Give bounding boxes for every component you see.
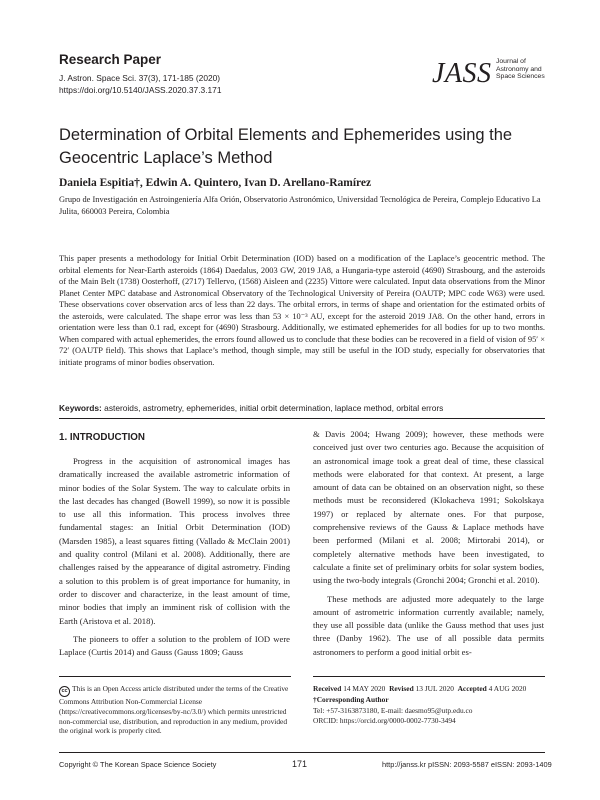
orcid-link[interactable]: ORCID: https://orcid.org/0000-0002-7730-3494 bbox=[313, 716, 456, 726]
journal-citation: J. Astron. Space Sci. 37(3), 171-185 (2020) bbox=[59, 73, 221, 83]
received-date: 14 MAY 2020 bbox=[343, 684, 386, 693]
open-access-notice bbox=[59, 684, 290, 736]
paragraph: These methods are adjusted more adequately to the large amount of astrometric information currently available; namely, they use all possible data (unlike the Gauss method that uses just three (Danby 1962). The use of all possible data permits astronomers to perform a good initial orbit es- bbox=[313, 593, 544, 657]
keywords-text: asteroids, astrometry, ephemerides, initial orbit determination, laplace method, orbital errors bbox=[104, 403, 444, 413]
keywords-divider bbox=[59, 418, 545, 419]
logo-journal-line: Astronomy and bbox=[496, 65, 542, 73]
page-number: 171 bbox=[292, 759, 308, 769]
issn-info: http://janss.kr pISSN: 2093-5587 eISSN: 2093-1409 bbox=[382, 760, 552, 769]
copyright-notice: Copyright © The Korean Space Science Society bbox=[59, 760, 217, 769]
contact-info: Tel: +57-3163873180, E-mail: daesmo95@utp.edu.co bbox=[313, 705, 473, 715]
author-list: Daniela Espitia†, Edwin A. Quintero, Ivan D. Arellano-Ramírez bbox=[59, 177, 372, 189]
creative-commons-icon: cc bbox=[59, 686, 70, 697]
article-title: Determination of Orbital Elements and Ephemerides using the Geocentric Laplace’s Method bbox=[59, 126, 513, 167]
paragraph: Progress in the acquisition of astronomical images has dramatically increased the available astrometric information of minor bodies of the Solar System. The way to calculate orbits in the last decades has changed (Bowell 1999), so now it is possible to use all this information. This process involves three fundamental stages: an Initial Orbit Determination (IOD) (Marsden 1985), a least squares fitting (Vallado & McClain 2001) and quality control (Milani et al. 2008). Additionally, there are challenges raised by the appearance of digital astrometry. Finding a solution to this problem is of great importance for humanity, in order to discover and characterize, in the least amount of time, minor bodies that imply an imminent risk of collision with the Earth (Aristova et al. 2018). bbox=[59, 456, 290, 626]
logo-journal-line: Space Sciences bbox=[496, 73, 545, 81]
abstract: This paper presents a methodology for Initial Orbit Determination (IOD) based on a modification of the Laplace’s geocentric method. The orbital elements for Near-Earth asteroids (1864) Daedalus, 2003 GW, 2019 JA8, a Hungaria-type asteroid (4690) Strasbourg, and the asteroids of the Main Belt (1738) Oosterhoff, (2717) Tellervo, (1568) Aisleen and (2235) Vittore were calculated. Input data observations from the Minor Planet Center MPC database and Astronomical Observatory of the Technological University of Pereira (OAUTP; MPC code W63) were used. These observations cover observation arcs of less than 22 days. The orbital errors, in terms of shape and orientation for the estimated orbits of the asteroids, were calculated. The shape error was less than 53 × 10⁻³ AU, except for the asteroid 2019 JA8. On the other hand, errors in orientation were less than 0.1 rad, except for (4690) Strasbourg. Additionally, we estimated ephemerides for all bodies for up to two months. When compared with actual ephemerides, the errors found allowed us to conclude that these bodies can be recovered in a field of vision of 95′ × 72′ (OAUTP field). This shows that Laplace’s method, though simple, may still be useful in the IOD study, especially for observatories that initiate programs of minor bodies observation. bbox=[59, 254, 545, 367]
revised-label: Revised bbox=[389, 684, 414, 693]
logo-journal-name bbox=[496, 58, 556, 81]
body-column-right bbox=[313, 428, 544, 659]
accepted-date: 4 AUG 2020 bbox=[488, 684, 527, 693]
body-column-left bbox=[59, 455, 290, 659]
received-label: Received bbox=[313, 684, 342, 693]
jass-logo bbox=[432, 58, 544, 98]
footnote-divider bbox=[313, 676, 545, 677]
dates-line bbox=[313, 684, 553, 695]
affiliation: Grupo de Investigación en Astroingeniería Alfa Orión, Observatorio Astronómico, Universidad Tecnológica de Pereira, Complejo Educativo La Julita, 660003 Pereira, Colombia bbox=[59, 195, 541, 217]
section-heading: 1. INTRODUCTION bbox=[59, 432, 145, 443]
logo-journal-line: Journal of bbox=[496, 58, 526, 65]
paper-type-label: Research Paper bbox=[59, 52, 162, 67]
logo-text: JASS bbox=[432, 58, 492, 89]
revised-date: 13 JUL 2020 bbox=[415, 684, 454, 693]
accepted-label: Accepted bbox=[457, 684, 487, 693]
keywords bbox=[59, 403, 545, 413]
keywords-label: Keywords: bbox=[59, 403, 102, 413]
paragraph: The pioneers to offer a solution to the problem of IOD were Laplace (Curtis 2014) and Gauss (Gauss 1809; Gauss bbox=[59, 633, 290, 658]
paragraph: & Davis 2004; Hwang 2009); however, these methods were conceived just over two centuries ago. Because the acquisition of an astronomical image took a great deal of time, these classical methods were elaborated for that context. At present, a large amount of data can be obtained on an observation night, so these methods must be reconsidered (Klokacheva 1991; Sokolskaya 1997) or replaced by alternate ones. For that purpose, comprehensive reviews of the Gauss & Laplace methods have been performed (Milani et al. 2008; Mirtorabi 2014), or completely alternative methods have been investigated, to calculate a finite set of preliminary orbits for solar system bodies, using the two-body integrals (Gronchi 2004; Gronchi et al. 2010). bbox=[313, 429, 544, 586]
open-access-text: This is an Open Access article distributed under the terms of the Creative Commons Attribution Non-Commercial License (https://creativecommons.org/licenses/by-nc/3.0/) which permits unrestricted non-commercial use, distribution, and reproduction in any medium, provided the original work is properly cited. bbox=[59, 684, 289, 736]
doi-link[interactable]: https://doi.org/10.5140/JASS.2020.37.3.171 bbox=[59, 85, 222, 95]
corresponding-author-label: †Corresponding Author bbox=[313, 694, 389, 704]
footer-divider bbox=[59, 752, 545, 753]
footnote-divider bbox=[59, 676, 291, 677]
article-history bbox=[313, 684, 553, 727]
